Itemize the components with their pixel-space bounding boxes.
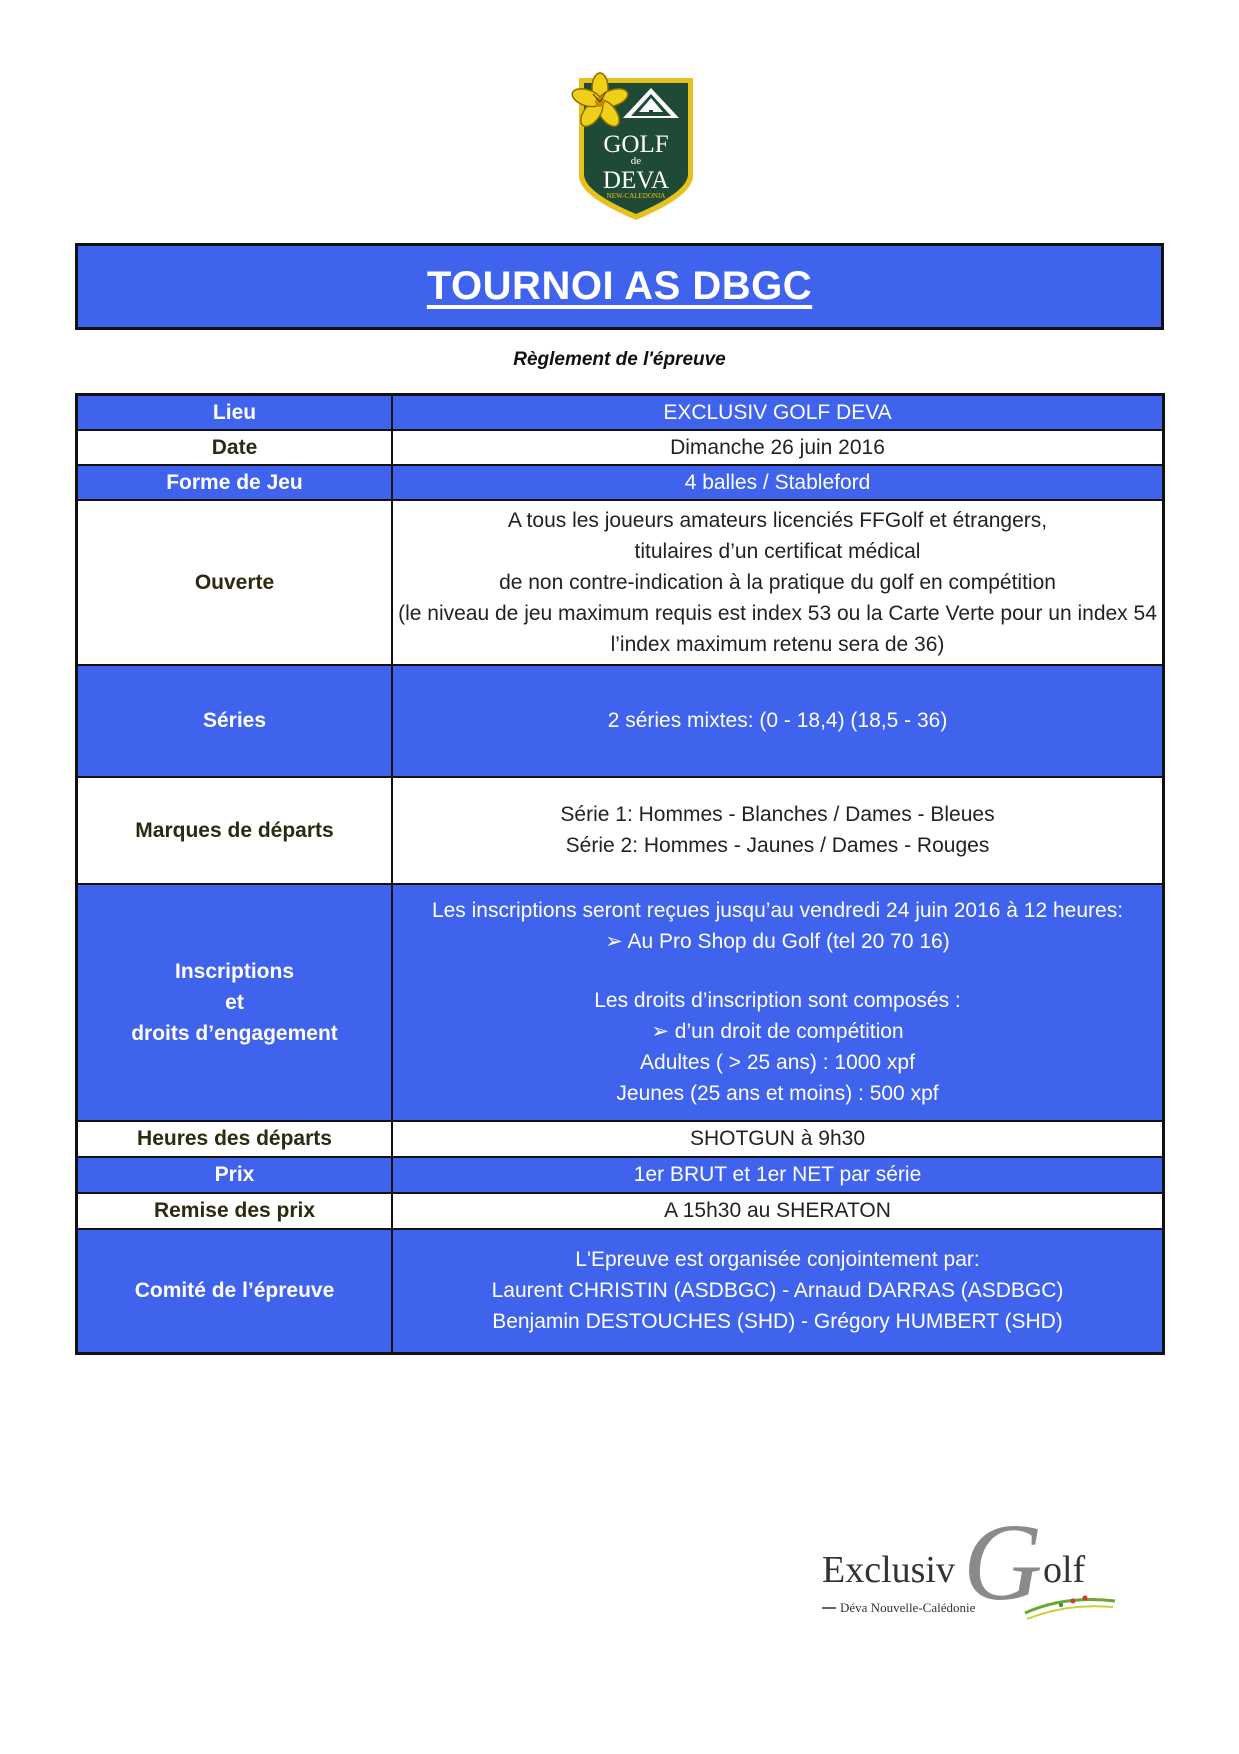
row-label-lieu [77, 395, 393, 430]
row-value-line: ➢ d’un droit de compétition [651, 1020, 904, 1043]
row-label-line: Date [211, 435, 258, 459]
row-label-heures-des-departs [77, 1121, 393, 1157]
row-value-forme-de-jeu [392, 465, 1164, 500]
row-value-line: 1er BRUT et 1er NET par série [633, 1163, 922, 1186]
row-value-line: L'Epreuve est organisée conjointement par: [575, 1248, 980, 1272]
row-label-comite-de-l-epreuve [77, 1229, 393, 1354]
row-value-line: SHOTGUN à 9h30 [689, 1127, 866, 1150]
row-label-line: Lieu [212, 400, 257, 424]
logo-tagline-text: Déva Nouvelle-Calédonie [840, 1600, 976, 1615]
row-label-line: Inscriptions [174, 959, 295, 983]
row-label-prix [77, 1157, 393, 1193]
row-label-marques-de-departs [77, 777, 393, 884]
table-row-ouverte [77, 500, 1164, 665]
row-label-date [77, 430, 393, 465]
row-label-remise-des-prix [77, 1193, 393, 1229]
row-value-line: Série 1: Hommes - Blanches / Dames - Bleues [560, 803, 995, 826]
row-label-line: Ouverte [194, 570, 275, 594]
row-value-line: (le niveau de jeu maximum requis est index 53 ou la Carte Verte pour un index 54 [398, 601, 1157, 625]
row-value-lieu [392, 395, 1164, 430]
table-row-series [77, 665, 1164, 777]
table-row-remise-des-prix [77, 1193, 1164, 1229]
row-label-line: Forme de Jeu [166, 470, 303, 494]
page-title: TOURNOI AS DBGC [426, 264, 813, 308]
row-value-line: de non contre-indication à la pratique du golf en compétition [499, 570, 1056, 594]
row-label-line: droits d’engagement [131, 1021, 338, 1045]
rules-table [75, 393, 1165, 1355]
row-value-date [392, 430, 1164, 465]
rules-table-body [77, 395, 1164, 1354]
table-row-forme-de-jeu [77, 465, 1164, 500]
row-value-line: l’index maximum retenu sera de 36) [610, 632, 945, 656]
logo-olf-text: olf [1043, 1549, 1086, 1591]
row-value-ouverte [392, 500, 1164, 665]
table-row-prix [77, 1157, 1164, 1193]
row-value-line: Les droits d’inscription sont composés : [594, 989, 961, 1012]
row-label-line: Remise des prix [153, 1199, 316, 1222]
row-value-line: 4 balles / Stableford [684, 470, 871, 494]
row-value-line: titulaires d’un certificat médical [634, 539, 921, 563]
logo-exclusiv-text: Exclusiv [822, 1549, 955, 1591]
row-value-line: Les inscriptions seront reçues jusqu’au vendredi 24 juin 2016 à 12 heures: [431, 899, 1124, 922]
logo-deva-text: DEVA [602, 167, 670, 194]
row-label-line: Séries [202, 709, 267, 732]
row-value-comite-de-l-epreuve [392, 1229, 1164, 1354]
row-value-line: EXCLUSIV GOLF DEVA [663, 400, 892, 424]
row-value-line [397, 957, 1158, 985]
row-label-ouverte [77, 500, 393, 665]
logo-new-caledonia-text: NEW-CALEDONIA [606, 192, 666, 200]
row-value-inscriptions-et-droits-d-engagement [392, 884, 1164, 1121]
row-value-line: 2 séries mixtes: (0 - 18,4) (18,5 - 36) [607, 709, 948, 732]
row-label-line: Heures des départs [137, 1127, 332, 1150]
table-row-comite-de-l-epreuve [77, 1229, 1164, 1354]
table-row-lieu [77, 395, 1164, 430]
row-label-series [77, 665, 393, 777]
row-value-line: Benjamin DESTOUCHES (SHD) - Grégory HUMBERT (SHD) [492, 1310, 1063, 1334]
row-value-marques-de-departs [392, 777, 1164, 884]
row-value-series [392, 665, 1164, 777]
row-value-line: Jeunes (25 ans et moins) : 500 xpf [616, 1082, 939, 1105]
logo-golf-text: GOLF [603, 131, 669, 158]
row-label-forme-de-jeu [77, 465, 393, 500]
row-value-line: Série 2: Hommes - Jaunes / Dames - Rouges [565, 834, 990, 857]
logo-g-letter: G [963, 1501, 1043, 1623]
row-label-line: Prix [214, 1163, 255, 1186]
table-row-date [77, 430, 1164, 465]
table-row-inscriptions-et-droits-d-engagement [77, 884, 1164, 1121]
row-value-prix [392, 1157, 1164, 1193]
exclusiv-golf-logo [815, 1495, 1135, 1635]
row-value-line: ➢ Au Pro Shop du Golf (tel 20 70 16) [605, 930, 950, 953]
row-label-line: Marques de départs [135, 818, 334, 842]
row-label-inscriptions-et-droits-d-engagement [77, 884, 393, 1121]
row-value-line: Dimanche 26 juin 2016 [670, 435, 885, 459]
table-row-marques-de-departs [77, 777, 1164, 884]
row-value-line: Laurent CHRISTIN (ASDBGC) - Arnaud DARRAS (ASDBGC) [491, 1279, 1064, 1303]
row-value-line: Adultes ( > 25 ans) : 1000 xpf [640, 1051, 915, 1074]
logo-de-text: de [630, 155, 642, 167]
title-banner [75, 243, 1164, 330]
row-value-line: A 15h30 au SHERATON [664, 1199, 891, 1222]
row-label-line: Comité de l’épreuve [134, 1279, 335, 1303]
row-value-line: A tous les joueurs amateurs licenciés FFGolf et étrangers, [507, 508, 1048, 532]
row-value-heures-des-departs [392, 1121, 1164, 1157]
table-row-heures-des-departs [77, 1121, 1164, 1157]
row-value-remise-des-prix [392, 1193, 1164, 1229]
page-subtitle: Règlement de l'épreuve [513, 349, 726, 370]
golf-de-deva-logo [567, 72, 705, 224]
row-label-line: et [225, 990, 244, 1014]
